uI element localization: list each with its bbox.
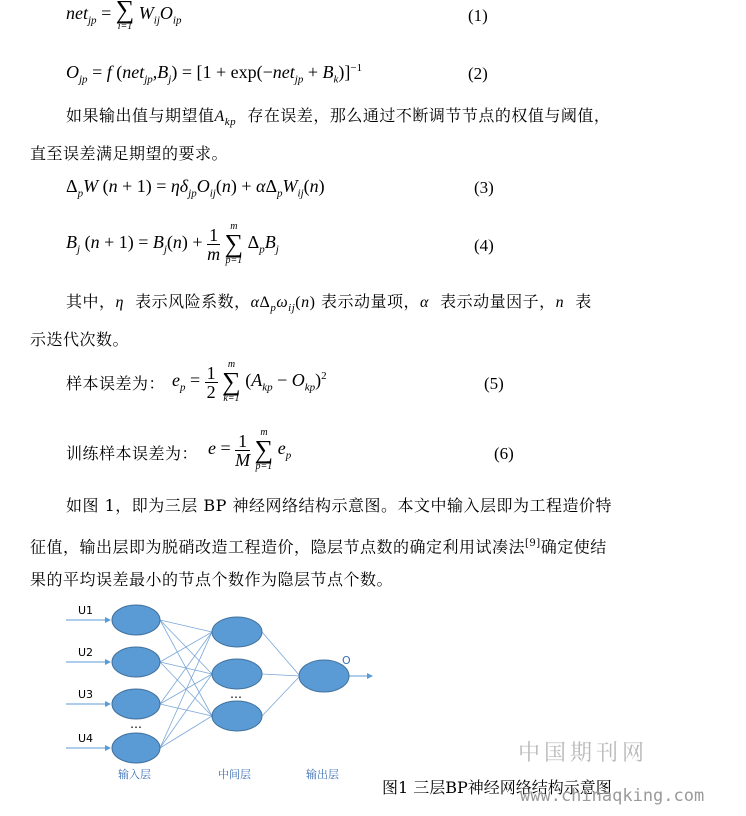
paragraph-3-line-3: 果的平均误差最小的节点个数作为隐层节点个数。: [30, 570, 394, 589]
output-label-o: O: [342, 654, 351, 667]
equation-6-number: (6): [494, 444, 514, 463]
paragraph-3-line-1: 如图 1，即为三层 BP 神经网络结构示意图。本文中输入层即为工程造价特: [66, 496, 612, 515]
input-label-u1: U1: [78, 604, 94, 617]
equation-4-number: (4): [474, 236, 494, 255]
equation-3-number: (3): [474, 178, 494, 197]
input-label-u2: U2: [78, 646, 94, 659]
input-node-4: [112, 733, 160, 763]
hidden-output-connections: [262, 632, 300, 716]
equation-5: $e_p$ = $\frac{1}{2}$ m ∑ k=1 $(A_{kp} - O_{kp})^2$: [172, 359, 327, 404]
input-ellipsis: …: [130, 717, 142, 731]
equation-6: e = $\frac{1}{M}$ m ∑ p=1 $e_p$: [208, 427, 292, 472]
input-label-u3: U3: [78, 688, 94, 701]
input-hidden-connections: [160, 620, 212, 748]
equation-4: $B_j$ $(n + 1) = B_j(n)$ + $\frac{1}{m}$ m ∑ p=1 $\Delta_pB_j$: [66, 221, 279, 266]
figure-caption: 图1 三层BP神经网络结构示意图: [382, 778, 612, 797]
input-node-2: [112, 647, 160, 677]
hidden-node-3: [212, 701, 262, 731]
citation-ref: [9]: [525, 538, 541, 549]
input-node-1: [112, 605, 160, 635]
equation-1: net$_{jp}$ = ∑ i=1 $W_{ij}O_{ip}$: [66, 0, 182, 32]
paragraph-1-line-1: 如果输出值与期望值$A_{kp}$ 存在误差，那么通过不断调节节点的权值与阈值，: [66, 106, 611, 129]
equation-2: $O_{jp} = f$ $(net_{jp},B_j) = [1 + \exp(-net_{jp} + B_k)]^{-1}$: [66, 62, 363, 86]
watermark-url: www.chinaqking.com: [520, 786, 705, 806]
paragraph-3-line-2: 征值，输出层即为脱硝改造工程造价，隐层节点数的确定利用试凑法[9]确定使结: [30, 537, 607, 557]
layer-label-hidden: 中间层: [218, 768, 251, 781]
equation-2-number: (2): [468, 64, 488, 83]
layer-label-output: 输出层: [306, 768, 339, 781]
bp-network-diagram: [0, 596, 746, 816]
watermark-cn: 中国期刊网: [518, 741, 649, 766]
paragraph-1-line-2: 直至误差满足期望的要求。: [30, 144, 229, 163]
sample-error-label: 样本误差为：: [66, 374, 166, 393]
input-label-u4: U4: [78, 732, 94, 745]
input-node-3: [112, 689, 160, 719]
train-error-label: 训练样本误差为：: [66, 444, 199, 463]
paragraph-2-line-2: 示迭代次数。: [30, 330, 130, 349]
layer-label-input: 输入层: [118, 768, 151, 781]
equation-1-number: (1): [468, 6, 488, 25]
hidden-node-1: [212, 617, 262, 647]
equation-3: $\Delta_pW$ $(n + 1) = \eta\delta_{jp}O_{ij}(n) + \alpha\Delta_pW_{ij}(n)$: [66, 176, 325, 200]
hidden-node-2: [212, 659, 262, 689]
paragraph-2-line-1: 其中，η 表示风险系数，$\alpha\Delta_p\omega_{ij}(n)$ 表示动量项，α 表示动量因子，n 表: [66, 292, 592, 315]
hidden-ellipsis: …: [230, 687, 242, 701]
equation-5-number: (5): [484, 374, 504, 393]
